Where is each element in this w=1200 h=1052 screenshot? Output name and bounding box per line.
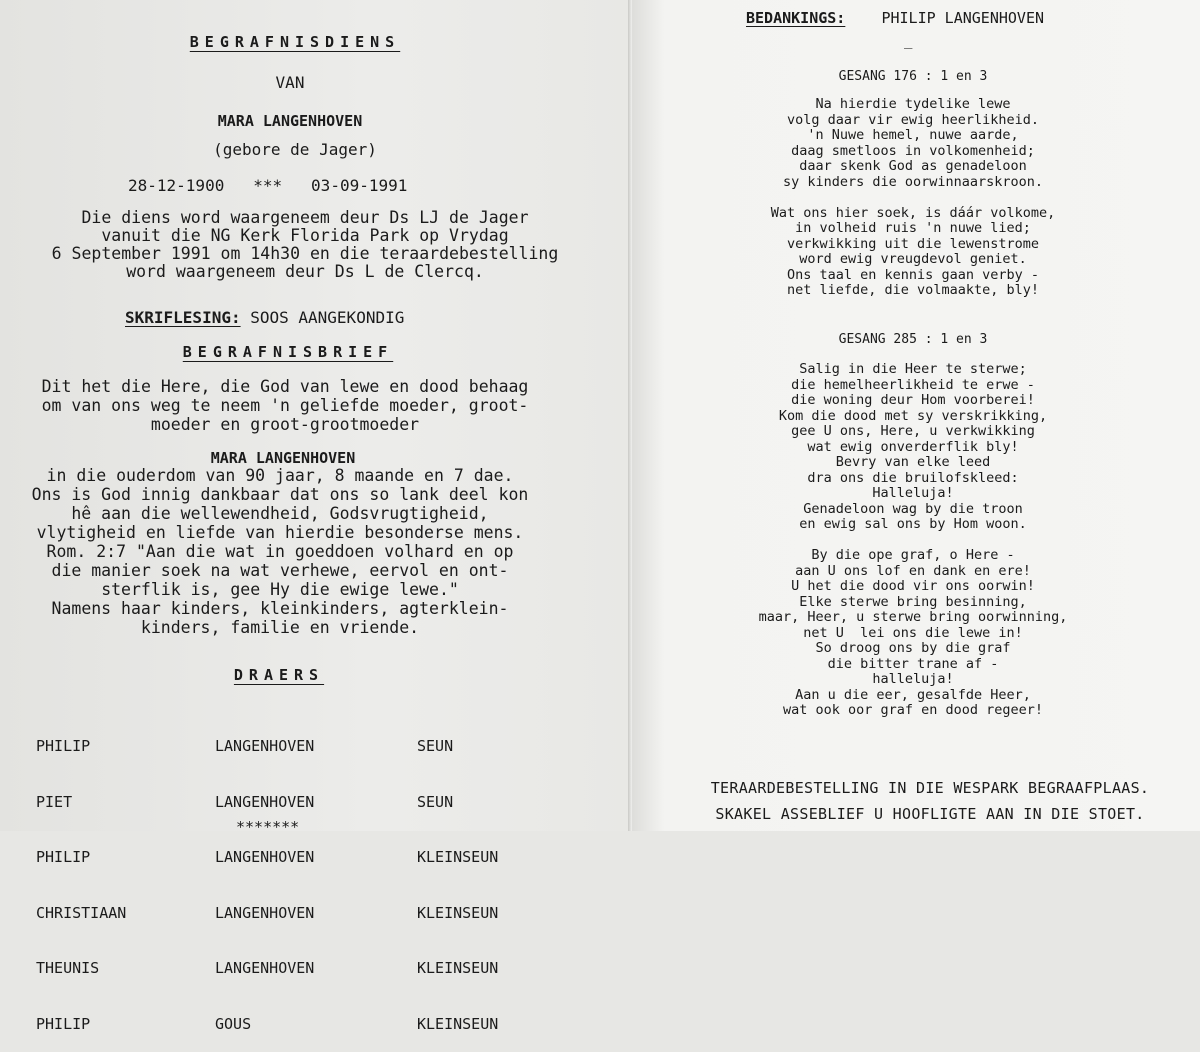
pallbearer-relation: SEUN — [417, 792, 454, 811]
pallbearer-first-name: PHILIP — [36, 1014, 91, 1033]
pallbearer-surname: LANGENHOVEN — [215, 792, 315, 811]
thanks-line — [746, 9, 1044, 27]
pallbearers-first-names — [36, 700, 126, 1052]
hymn-285-text: Salig in die Heer te sterwe; die hemelheerlikheid te erwe - die woning deur Hom voorberei! Kom die dood met sy verskrikking, gee U ons, Here, u verkwikking wat ewig onverderflik bly! Bevry van elke leed dra ons die bruilofskleed: Halleluja! Genadeloon wag by die troon en ewig sal ons by Hom woon. By die ope graf, o Here - aan U ons lof en dank en ere! U het die dood vir ons oorwin! Elke sterwe bring besinning, maar, Heer, u sterwe bring oorwinning, net U lei ons die lewe in! So droog ons by die graf die bitter trane af - halleluja! Aan u die eer, gesalfde Heer, wat ook oor graf en dood regeer! — [758, 361, 1068, 718]
pallbearer-surname: LANGENHOVEN — [215, 737, 315, 755]
burial-location-note: TERAARDEBESTELLING IN DIE WESPARK BEGRAAFPLAAS. — [710, 779, 1150, 797]
pallbearer-surname: LANGENHOVEN — [215, 848, 315, 866]
headlights-note: SKAKEL ASSEBLIEF U HOOFLIGTE AAN IN DIE STOET. — [715, 805, 1145, 823]
pallbearer-surname: LANGENHOVEN — [215, 959, 315, 977]
funeral-letter-title: BEGRAFNISBRIEF — [182, 343, 394, 361]
thanks-name: PHILIP LANGENHOVEN — [881, 9, 1045, 27]
service-details: Die diens word waargeneem deur Ds LJ de Jager vanuit die NG Kerk Florida Park op Vrydag 6 September 1991 om 14h30 en die teraardebestelling word waargeneem deur Ds L de Clercq. — [51, 208, 559, 281]
scripture-reading — [125, 308, 404, 327]
pallbearer-relation: KLEINSEUN — [417, 848, 499, 866]
maiden-name: (gebore de Jager) — [213, 140, 377, 159]
pallbearers-surnames — [215, 700, 314, 1052]
pallbearer-surname: LANGENHOVEN — [215, 903, 315, 922]
pallbearer-relation: KLEINSEUN — [417, 959, 499, 977]
van-label: VAN — [275, 73, 305, 92]
pallbearers-title: DRAERS — [233, 666, 325, 684]
pallbearer-relation: KLEINSEUN — [417, 1014, 499, 1033]
thanks-label: BEDANKINGS: — [746, 9, 846, 27]
date-died: 03-09-1991 — [311, 176, 408, 195]
closing-stars: ******* — [236, 818, 300, 836]
deceased-name: MARA LANGENHOVEN — [217, 112, 363, 130]
pallbearer-relation: KLEINSEUN — [417, 903, 499, 922]
scripture-label: SKRIFLESING: — [125, 308, 241, 327]
pallbearer-surname: GOUS — [215, 1014, 252, 1033]
pallbearer-first-name: CHRISTIAAN — [36, 903, 127, 922]
pallbearers-relations — [417, 700, 498, 1052]
pallbearer-first-name: THEUNIS — [36, 959, 100, 977]
pallbearer-relation: SEUN — [417, 737, 454, 755]
funeral-letter-body: in die ouderdom van 90 jaar, 8 maande en 7 dae. Ons is God innig dankbaar dat ons so lank deel kon hê aan die wellewendheid, Godsvrugtigheid, vlytigheid en liefde van hierdie besonderse mens. Rom. 2:7 "Aan die wat in goeddoen volhard en op die manier soek na wat verhewe, eervol en ont- sterflik is, gee Hy die ewige lewe." Namens haar kinders, kleinkinders, agterklein- kinders, familie en vriende. — [31, 466, 529, 637]
date-separator: *** — [253, 176, 283, 195]
pallbearer-first-name: PHILIP — [36, 848, 91, 866]
pallbearer-first-name: PHILIP — [36, 737, 91, 755]
hymn-176-title: GESANG 176 : 1 en 3 — [838, 69, 988, 84]
dash-mark: _ — [904, 33, 913, 49]
hymn-176-text: Na hierdie tydelike lewe volg daar vir ewig heerlikheid. 'n Nuwe hemel, nuwe aarde, daag smetloos in volkomenheid; daar skenk God as genadeloon sy kinders die oorwinnaarskroon. Wat ons hier soek, is dáár volkome, in volheid ruis 'n nuwe lied; verkwikking uit die lewenstrome word ewig vreugdevol geniet. Ons taal en kennis gaan verby - net liefde, die volmaakte, bly! — [770, 96, 1056, 298]
funeral-letter-name: MARA LANGENHOVEN — [210, 449, 356, 467]
life-dates — [128, 176, 407, 195]
scripture-value: SOOS AANGEKONDIG — [240, 308, 405, 327]
hymn-285-title: GESANG 285 : 1 en 3 — [838, 332, 988, 347]
pallbearer-first-name: PIET — [36, 792, 73, 811]
funeral-letter-intro: Dit het die Here, die God van lewe en dood behaag om van ons weg te neem 'n geliefde moeder, groot- moeder en groot-grootmoeder — [41, 377, 529, 434]
date-born: 28-12-1900 — [128, 176, 225, 195]
funeral-service-title: BEGRAFNISDIENS — [189, 33, 401, 51]
